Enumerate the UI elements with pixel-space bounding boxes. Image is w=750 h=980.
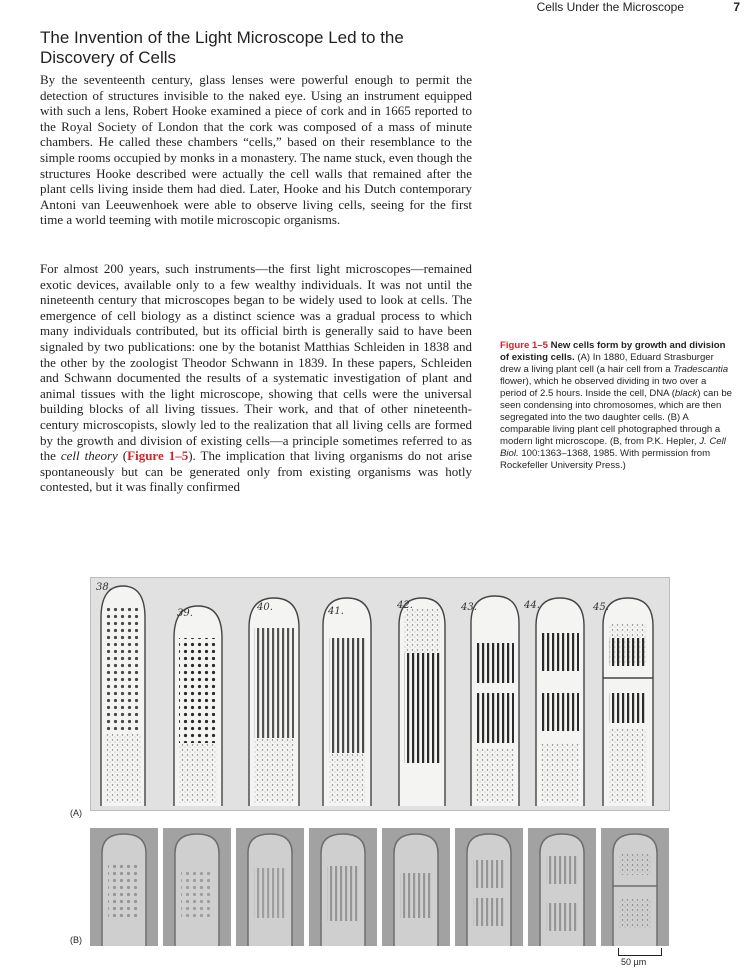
caption-title: New cells form by growth and division of existing cells. [500, 340, 726, 363]
body-paragraph-2 [40, 261, 472, 495]
drawing-number: 43. [461, 602, 477, 613]
caption-text: (A) In 1880, Eduard Strasburger drew a living plant cell (a hair cell from a [500, 352, 714, 375]
drawing-number: 40. [257, 602, 273, 613]
drawing-number: 41. [328, 606, 344, 617]
figure-panel-a-drawing [90, 577, 670, 811]
micrograph [309, 828, 377, 946]
drawing-number: 45. [593, 602, 609, 613]
paragraph-text: For almost 200 years, such instruments—the first light microscopes—remained exotic devices, available only to a few wealthy individuals. It was not until the nineteenth century that microscopes began to be widely used to look at cells. The emergence of cell biology as a distinct science was a gradual process to which many individuals contributed, but its official birth is generally said to have been signaled by two publications: one by the botanist Matthias Schleiden in 1838 and the other by the zoologist Theodor Schwann in 1839. In these papers, Schleiden and Schwann documented the results of a systematic investigation of plant and animal tissues with the light microscope, showing that cells were the universal building blocks of all living tissues. Their work, and that of other nineteenth-century microscopists, slowly led to the realization that all living cells are formed by the growth and division of existing cells—a principle sometimes referred to as the [40, 261, 472, 464]
micrograph [382, 828, 450, 946]
panel-b-label: (B) [70, 935, 82, 945]
micrograph [528, 828, 596, 946]
drawing-number: 38. [96, 582, 112, 593]
scale-bar-label: 50 µm [621, 957, 647, 967]
micrograph [90, 828, 158, 946]
body-paragraph-1: By the seventeenth century, glass lenses were powerful enough to permit the detection of structures invisible to the naked eye. Using an instrument equipped with such a lens, Robert Hooke examined a piece of cork and in 1665 reported to the Royal Society of London that the cork was composed of a mass of minute chambers. He called these chambers “cells,” based on their resemblance to the simple rooms occupied by monks in a monastery. The name stuck, even though the structures Hooke described were actually the cell walls that remained after the plant cells living inside them had died. Later, Hooke and his Dutch contemporary Antoni van Leeuwenhoek were able to observe living cells, seeing for the first time a world teeming with motile microscopic organisms. [40, 72, 472, 228]
cell-drawings-illustration [91, 578, 671, 812]
paragraph-text: ( [117, 448, 128, 464]
caption-italic: Tradescantia [673, 364, 729, 375]
panel-a-label: (A) [70, 808, 82, 818]
drawing-number: 42. [397, 600, 413, 611]
drawing-number: 39. [177, 608, 193, 619]
caption-text: ) can be seen condensing into chromosomes, which are then segregated into the two daughter cells. (B) A comparable living plant cell photographed through a modern light microscope. (B, from P.K. Hepler, [500, 388, 732, 447]
caption-italic: J. Cell Biol. [500, 436, 726, 459]
page-number: 7 [733, 0, 740, 14]
scale-bar [618, 948, 662, 956]
drawn-cells [101, 586, 653, 806]
micrograph [236, 828, 304, 946]
running-head [0, 0, 750, 16]
caption-figure-number: Figure 1–5 [500, 340, 548, 351]
italic-term: cell theory [60, 448, 118, 464]
running-head-title: Cells Under the Microscope [536, 0, 684, 14]
figure-caption [500, 340, 732, 472]
paragraph-text: ). The implication that living organisms do not arise spontaneously but can be generated only from existing organisms was hotly contested, but it was finally confirmed [40, 448, 472, 495]
caption-italic: black [674, 388, 698, 399]
micrograph [601, 828, 669, 946]
section-heading: The Invention of the Light Microscope Led to the Discovery of Cells [40, 28, 404, 67]
drawing-number: 44. [524, 600, 540, 611]
micrograph [163, 828, 231, 946]
caption-text: 100:1363–1368, 1985. With permission from Rockefeller University Press.) [500, 448, 711, 471]
micrograph [455, 828, 523, 946]
figure-panel-b-photos [90, 828, 673, 946]
figure-reference-link[interactable]: Figure 1–5 [127, 448, 189, 464]
caption-text: flower), which he observed dividing in two over a period of 2.5 hours. Inside the cell, DNA ( [500, 376, 707, 399]
